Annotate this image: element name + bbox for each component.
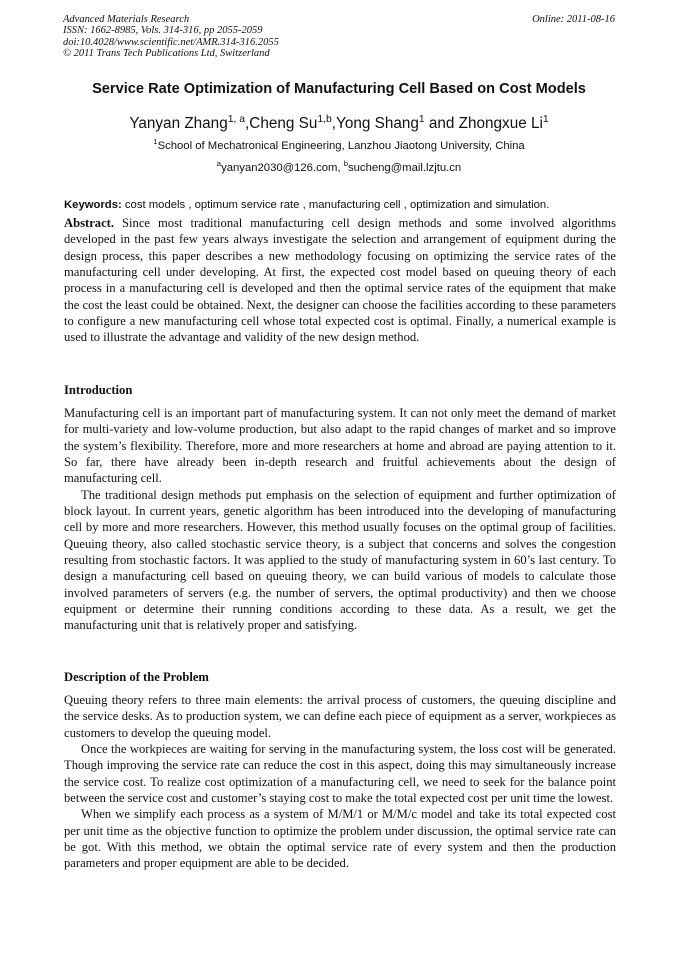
author-list [40,115,638,133]
affiliation-text: School of Mechatronical Engineering, Lanzhou Jiaotong University, China [157,140,525,152]
email-separator: , [337,162,341,174]
introduction-body [64,405,616,634]
journal-header [63,14,615,60]
problem-body [64,692,616,872]
author-separator: , [245,115,250,132]
paragraph: The traditional design methods put emphasis on the selection of equipment and further optimization of block layout. In current years, genetic algorithm has been introduced into the developing of manufacturing cell by more and more researchers. However, this method usually focuses on the optimal group of facilities. Queuing theory, also called stochastic service theory, is a subject that concerns and solves the congestion resulting from stochastic factors. It was applied to the study of manufacturing system in 60’s last century. To design a manufacturing cell based on queuing theory, we can build various of models to calculate those involved parameters of servers (e.g. the number of servers, the optimal productivity) and then we choose equipment or determine their running conditions according to these data. As a result, we get the manufacturing unit that is relatively proper and satisfying. [64,487,616,633]
author-superscript: 1 [418,113,425,125]
section-heading-problem: Description of the Problem [64,670,209,684]
abstract [64,215,616,346]
paragraph: Queuing theory refers to three main elements: the arrival process of customers, the queuing discipline and the service desks. As to production system, we can define each piece of equipment as a server, workpieces as customers to develop the queuing model. [64,693,616,740]
author-name: Zhongxue Li [458,115,543,132]
doi-line[interactable]: doi:10.4028/www.scientific.net/AMR.314-316.2055 [63,36,279,48]
author-name: Yanyan Zhang [129,115,228,132]
keywords-label: Keywords: [64,199,122,211]
issn-line: ISSN: 1662-8985, Vols. 314-316, pp 2055-2059 [63,25,263,37]
email-superscript: a [216,159,222,169]
paragraph: When we simplify each process as a system of M/M/1 or M/M/c model and take its total expected cost per unit time as the objective function to optimize the problem under discussion, the optimal service rate can be got. With this method, we obtain the optimal service rate of every system and then the production parameters and proper equipment are able to be decided. [64,807,616,871]
abstract-label: Abstract. [64,216,115,230]
author-superscript: 1,b [317,113,332,125]
author-name: Cheng Su [249,115,318,132]
keywords-text: cost models , optimum service rate , manufacturing cell , optimization and simulation. [124,199,550,211]
paragraph: Once the workpieces are waiting for serving in the manufacturing system, the loss cost will be generated. Though improving the service rate can reduce the cost in this aspect, doing this may simultaneously increase the service cost. To realize cost optimization of a manufacturing cell, we need to seek for the balance point between the service cost and customer’s staying cost to make the total expected cost per unit time the lowest. [64,742,616,806]
section-heading-introduction: Introduction [64,383,133,397]
email-list [40,159,638,174]
author-name: Yong Shang [336,115,419,132]
email-address[interactable]: yanyan2030@126.com [221,162,338,174]
author-superscript: 1, a [227,113,246,125]
author-superscript: 1 [542,113,549,125]
journal-name: Advanced Materials Research [63,14,190,25]
online-date: Online: 2011-08-16 [532,14,615,25]
author-conjunction: and [428,115,455,132]
affiliation [40,137,638,152]
paragraph: Manufacturing cell is an important part of manufacturing system. It can not only meet the demand of market for multi-variety and low-volume production, but also adapt to the rapid changes of market and so improve the system’s flexibility. Therefore, more and more researchers at home and abroad are paying attention to it. So far, there have already been in-depth research and fruitful achievements about the design of manufacturing cell. [64,406,616,486]
affiliation-superscript: 1 [153,137,158,147]
abstract-text: Since most traditional manufacturing cell design methods and some involved algorithms developed in the past few years always investigate the selection and arrangement of equipment during the design process, this paper describes a new methodology focusing on optimizing the service rates of the manufacturing cell under developing. At first, the expected cost model based on queuing theory of each process in a manufacturing cell is developed and then the optimal service rates of the equipment that make the cost the least could be obtained. Next, the designer can choose the facilities according to these parameters to configure a new manufacturing cell whose total expected cost is optimal. Finally, a numerical example is used to illustrate the advantage and validity of the new design method. [64,216,617,345]
paper-title: Service Rate Optimization of Manufacturing Cell Based on Cost Models [92,81,586,97]
email-address[interactable]: sucheng@mail.lzjtu.cn [348,162,462,174]
keywords [64,199,616,211]
author-separator: , [331,115,337,132]
copyright-line: © 2011 Trans Tech Publications Ltd, Switzerland [63,48,270,60]
email-superscript: b [343,159,348,169]
